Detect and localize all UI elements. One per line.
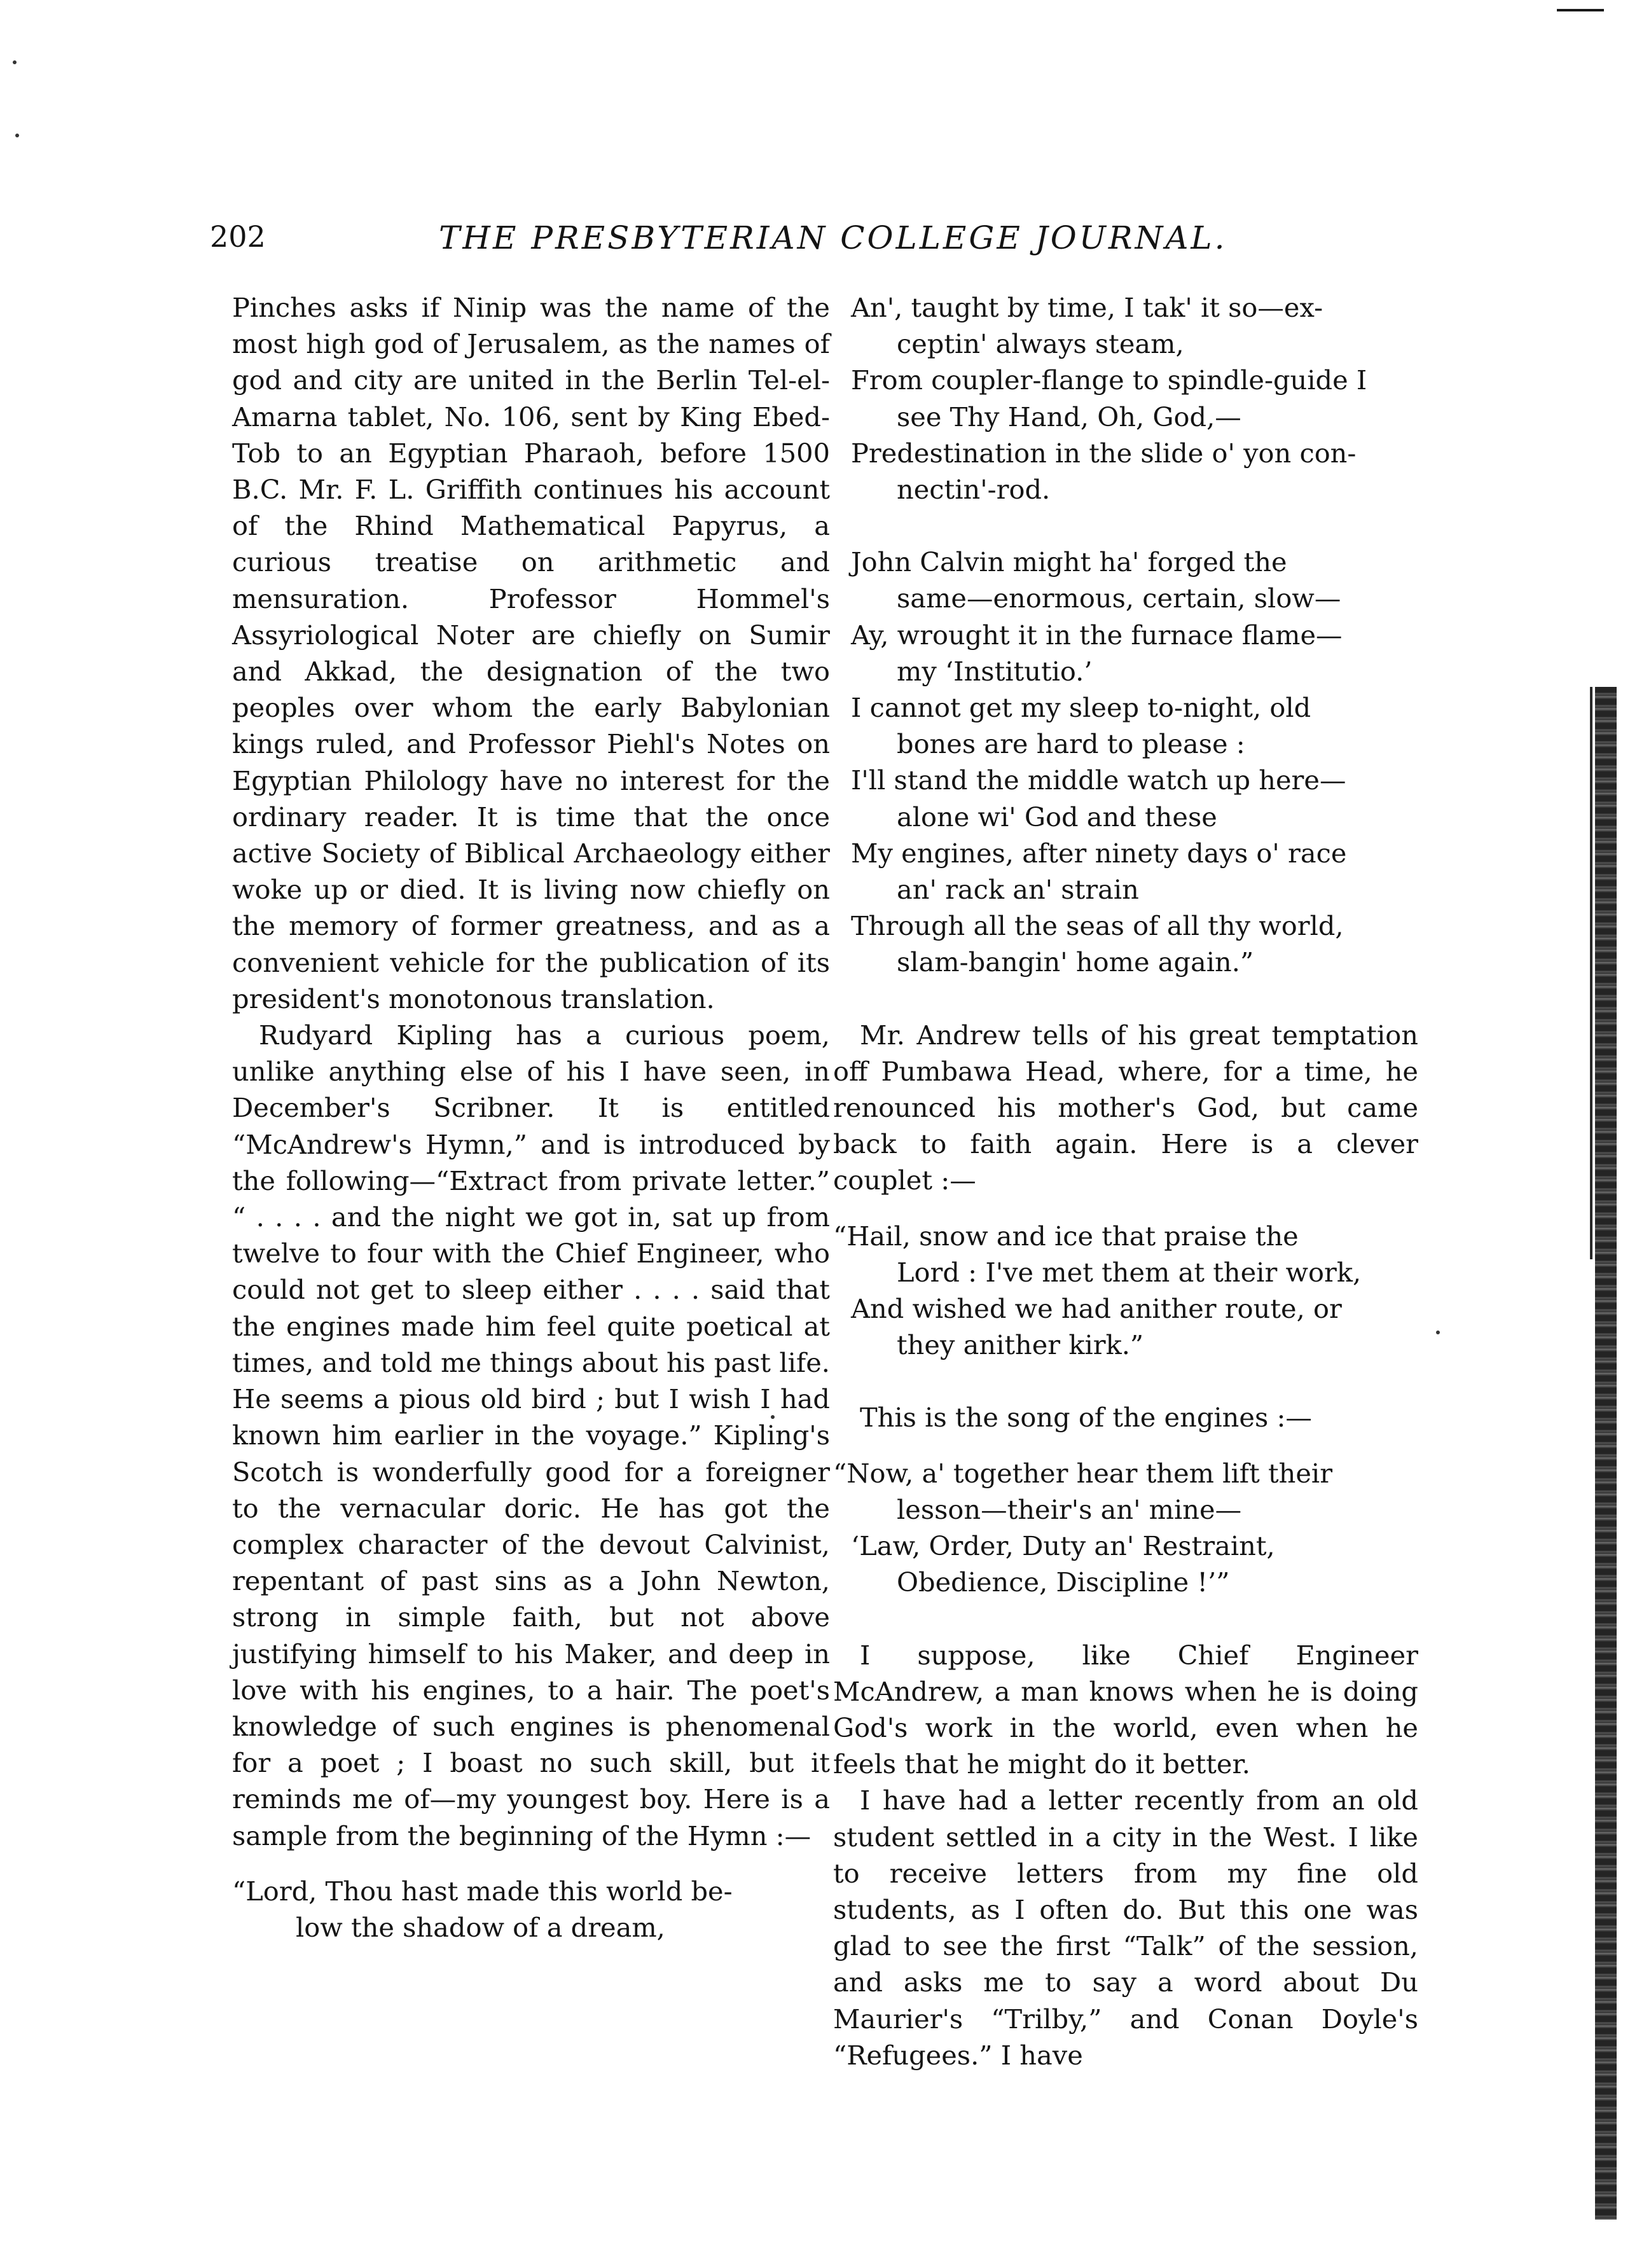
paragraph: This is the song of the engines :— <box>860 1402 1312 1434</box>
verse-line: see Thy Hand, Oh, God,— <box>897 401 1241 432</box>
verse-line: John Calvin might ha' forged the <box>851 546 1287 578</box>
verse-line: I cannot get my sleep to-night, old <box>851 692 1311 724</box>
verse-line: an' rack an' strain <box>897 874 1139 906</box>
page-header <box>210 219 1393 270</box>
verse-line: same—enormous, certain, slow— <box>897 583 1341 614</box>
verse-line: nectin'-rod. <box>897 474 1051 506</box>
top-edge-rule <box>1557 9 1604 11</box>
paragraph: Mr. Andrew tells of his great temptation off Pumbawa Head, where, for a time, he renounced his mother's God, but came back to faith again. Here is a clever couplet :— <box>833 1019 1418 1196</box>
right-column <box>833 289 1418 2073</box>
verse-line: And wished we had anither route, or <box>851 1293 1342 1325</box>
scan-edge-strip <box>1595 687 1617 2220</box>
paragraph: Pinches asks if Ninip was the name of the most high god of Jerusalem, as the names of god and city are united in the Berlin Tel-el-Amarna tablet, No. 106, sent by King Ebed-Tob to an Egyptian Pharaoh, before 1500 B.C. Mr. F. L. Griffith continues his account of the Rhind Mathematical Papyrus, a curious treatise on arithmetic and mensuration. Professor Hommel's Assyriological Noter are chiefly on Sumir and Akkad, the designation of the two peoples over whom the early Babylonian kings ruled, and Professor Piehl's Notes on Egyptian Philology have no interest for the ordinary reader. It is time that the once active Society of Biblical Archaeology either woke up or died. It is living now chiefly on the memory of former greatness, and as a convenient vehicle for the publication of its president's monotonous translation. <box>232 292 830 1014</box>
verse-line: ceptin' always steam, <box>897 328 1184 360</box>
verse-line: they anither kirk.” <box>897 1329 1144 1361</box>
verse-block <box>833 1218 1418 1364</box>
scan-speck <box>1436 1331 1440 1334</box>
verse-line: Through all the seas of all thy world, <box>851 910 1344 942</box>
verse-line: An', taught by time, I tak' it so—ex- <box>851 292 1323 323</box>
verse-line: alone wi' God and these <box>897 801 1217 833</box>
paragraph: I suppose, like Chief Engineer McAndrew, a man knows when he is doing God's work in the world, even when he feels that he might do it better. <box>833 1639 1418 1780</box>
paragraph: I have had a letter recently from an old student settled in a city in the West. I like to receive letters from my fine old students, as I often do. But this one was glad to see the first “Talk” of the session, and asks me to say a word about Du Maurier's “Trilby,” and Conan Doyle's “Refugees.” I have <box>833 1785 1418 2071</box>
verse-line: “Now, a' together hear them lift their <box>833 1457 1333 1489</box>
verse-line: Obedience, Discipline !’” <box>897 1566 1230 1598</box>
verse-line: “Hail, snow and ice that praise the <box>833 1220 1299 1252</box>
verse-line: My engines, after ninety days o' race <box>851 837 1347 869</box>
verse-line: Predestination in the slide o' yon con- <box>851 437 1357 469</box>
verse-line: lesson—their's an' mine— <box>897 1493 1242 1525</box>
verse-line: “Lord, Thou hast made this world be- <box>232 1875 733 1907</box>
verse-line: Ay, wrought it in the furnace flame— <box>851 619 1343 651</box>
scan-speck <box>13 60 17 64</box>
verse-block <box>833 1455 1418 1601</box>
verse-line: I'll stand the middle watch up here— <box>851 764 1346 796</box>
verse-line: my ‘Institutio.’ <box>897 655 1093 687</box>
verse-line: Lord : I've met them at their work, <box>897 1256 1362 1288</box>
verse-line: ‘Law, Order, Duty an' Restraint, <box>851 1530 1275 1562</box>
left-column <box>232 289 830 1946</box>
verse-line: From coupler-flange to spindle-guide I <box>851 364 1367 396</box>
verse-block <box>833 544 1418 980</box>
verse-line: bones are hard to please : <box>897 728 1245 760</box>
verse-line: low the shadow of a dream, <box>296 1911 665 1943</box>
verse-block <box>833 289 1418 508</box>
running-title: THE PRESBYTERIAN COLLEGE JOURNAL. <box>439 219 1227 256</box>
paragraph: Rudyard Kipling has a curious poem, unlike anything else of his I have seen, in December's Scribner. It is entitled “McAndrew's Hymn,” and is introduced by the following—“Extract from private letter.” “ . . . . and the night we got in, sat up from twelve to four with the Chief Engineer, who could not get to sleep either . . . . said that the engines made him feel quite poetical at times, and told me things about his past life. He seems a pious old bird ; but I wish I had known him earlier in the voyage.” Kipling's Scotch is wonderfully good for a foreigner to the vernacular doric. He has got the complex character of the devout Calvinist, repentant of past sins as a John Newton, strong in simple faith, but not above justifying himself to his Maker, and deep in love with his engines, to a hair. The poet's knowledge of such engines is phenomenal for a poet ; I boast no such skill, but it reminds me of—my youngest boy. Here is a sample from the beginning of the Hymn :— <box>232 1020 830 1851</box>
verse-block <box>232 1873 830 1946</box>
page-number: 202 <box>210 219 266 254</box>
scan-edge-line <box>1590 687 1592 1259</box>
scan-speck <box>15 134 19 137</box>
verse-line: slam-bangin' home again.” <box>897 946 1254 978</box>
